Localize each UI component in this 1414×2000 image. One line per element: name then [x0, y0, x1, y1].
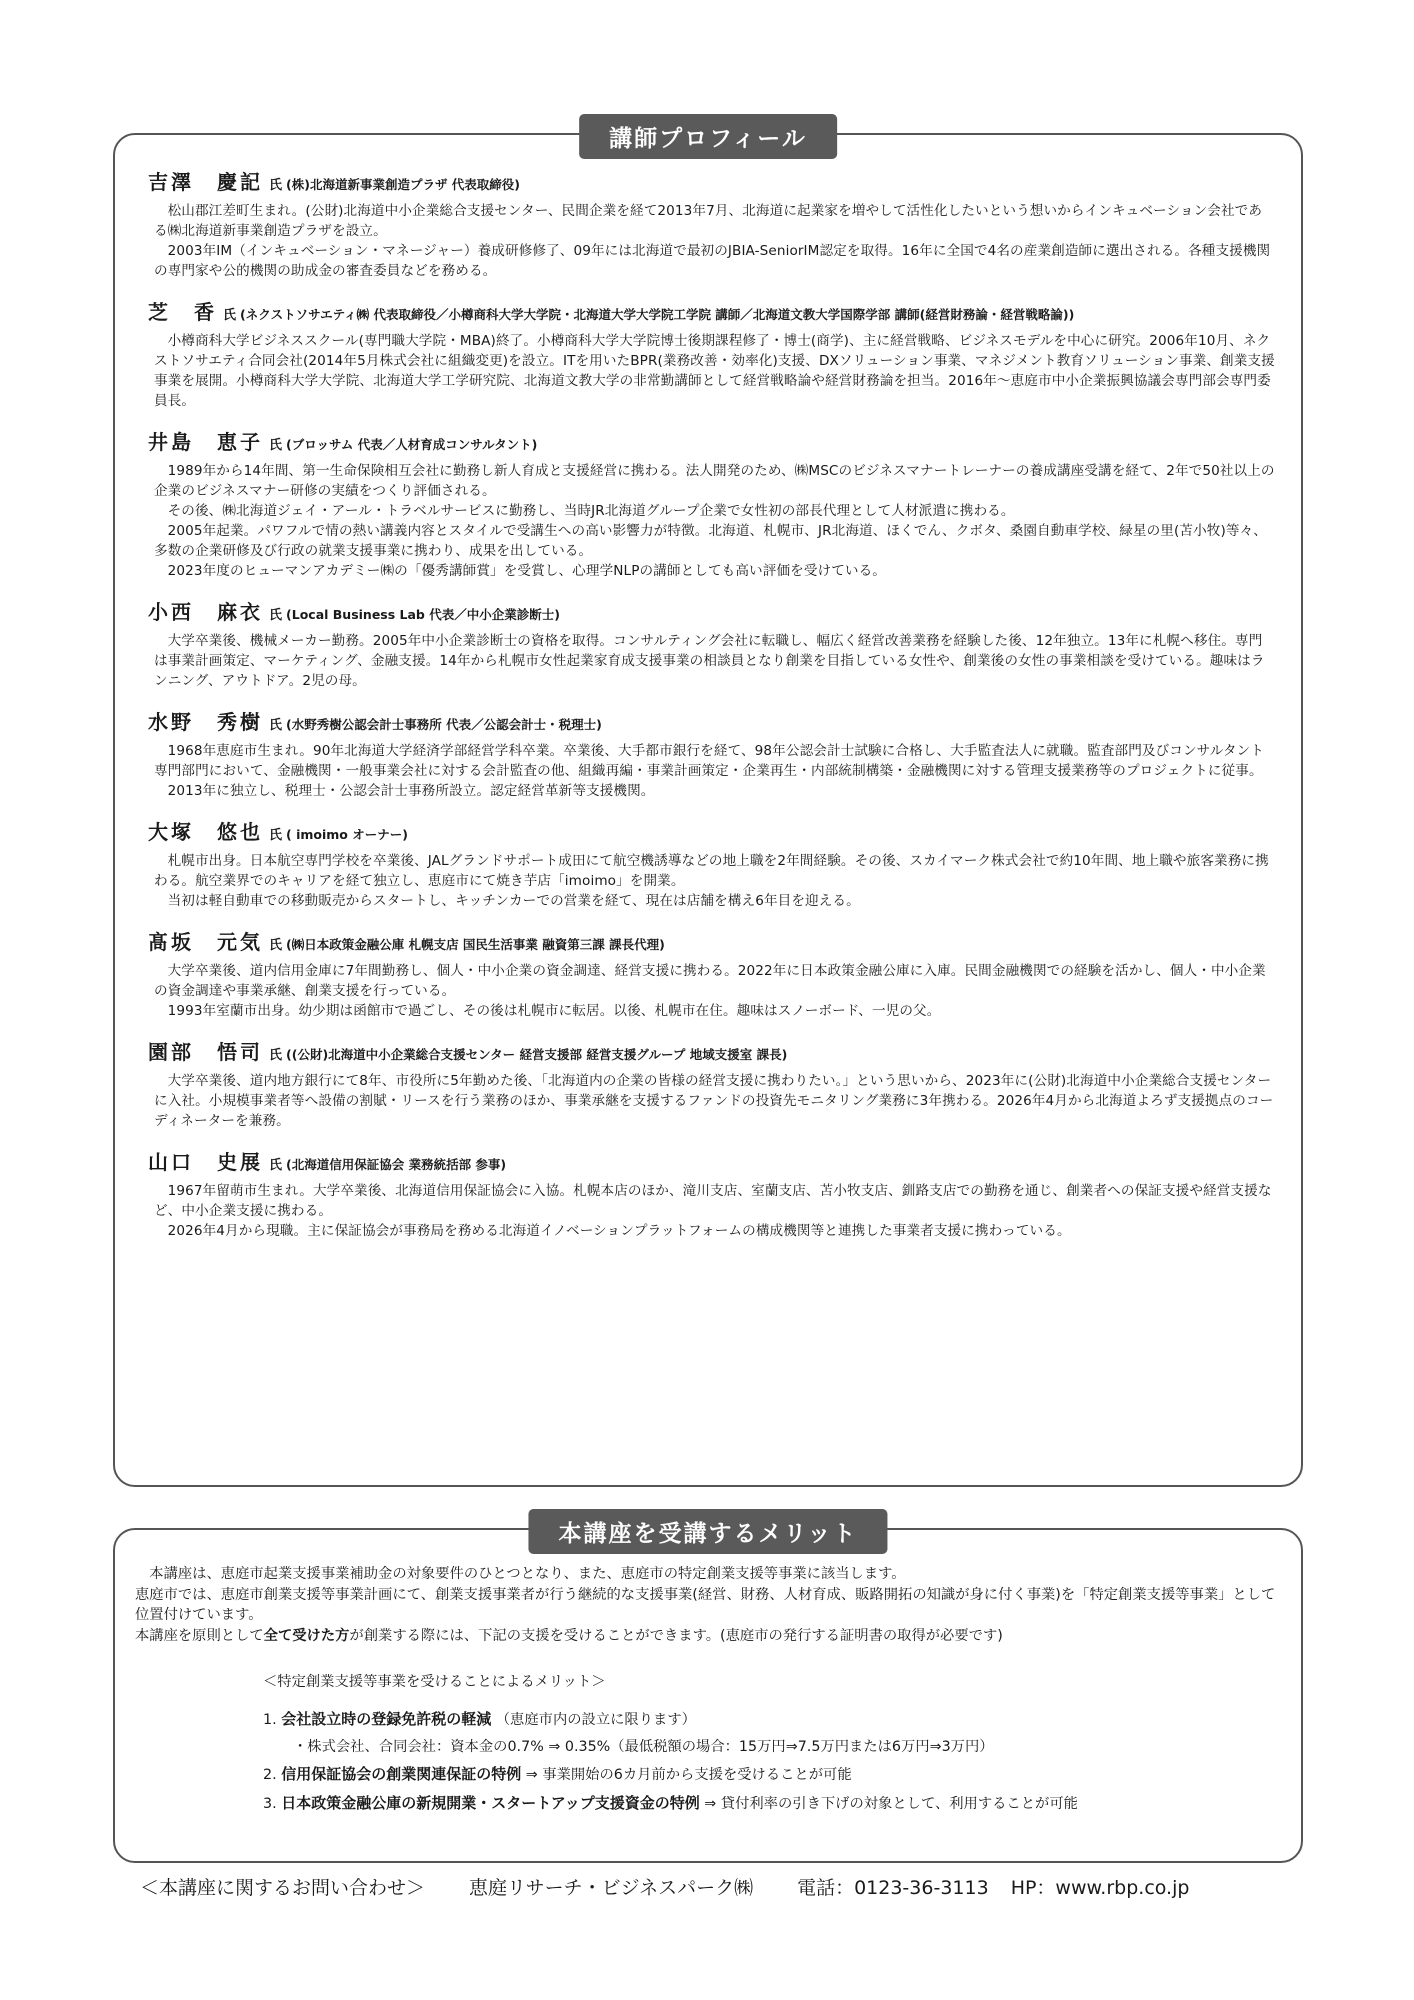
profile-bio-paragraph: 松山郡江差町生まれ。(公財)北海道中小企業総合支援センター、民間企業を経て2013年7月、北海道に起業家を増やして活性化したいという想いからインキュベーション会社である㈱北海道新事業創造プラザを設立。: [154, 203, 1263, 239]
profile-entry: [148, 707, 1275, 801]
merit-item-heading: 日本政策金融公庫の新規開業・スタートアップ支援資金の特例: [281, 1793, 700, 1812]
profile-role: (北海道信用保証協会 業務統括部 参事): [286, 1157, 507, 1172]
profile-header: [148, 167, 1275, 201]
merit-body: [135, 1564, 1281, 1820]
profile-name: 山口 史展: [148, 1150, 263, 1174]
merit-item: [263, 1707, 1281, 1732]
profile-entry: [148, 927, 1275, 1021]
merit-subtitle: ＜特定創業支援等事業を受けることによるメリット＞: [263, 1674, 606, 1690]
profile-honorific: 氏: [269, 938, 283, 953]
merit-item-detail: ・株式会社、合同会社：資本金の0.7% ⇒ 0.35%（最低税額の場合：15万円⇒7.5万円または6万円⇒3万円）: [293, 1738, 994, 1755]
profile-header: [148, 927, 1275, 961]
instructor-profiles-panel: [113, 126, 1303, 1487]
merit-item: [263, 1791, 1281, 1816]
profile-header: [148, 297, 1275, 331]
merit-items: [135, 1707, 1281, 1816]
profile-honorific: 氏: [269, 1048, 283, 1063]
merit-intro-3-pre: 本講座を原則として: [135, 1627, 264, 1644]
profile-header: [148, 427, 1275, 461]
profile-bio-paragraph: 2013年に独立し、税理士・公認会計士事務所設立。認定経営革新等支援機関。: [167, 783, 655, 799]
profile-entry: [148, 817, 1275, 911]
profile-role: (㈱日本政策金融公庫 札幌支店 国民生活事業 融資第三課 課長代理): [286, 937, 665, 952]
merit-intro-3-post: が創業する際には、下記の支援を受けることができます。(恵庭市の発行する証明書の取得が必要です): [349, 1627, 1003, 1644]
profile-honorific: 氏: [269, 1158, 283, 1173]
merit-item-number: 2.: [263, 1766, 277, 1783]
profile-bio-paragraph: 1968年恵庭市生まれ。90年北海道大学経済学部経営学科卒業。卒業後、大手都市銀行を経て、98年公認会計士試験に合格し、大手監査法人に就職。監査部門及びコンサルタント専門部門において、金融機関・一般事業会社に対する会計監査の他、組織再編・事業計画策定・企業再生・内部統制構築・金融機関に対する管理支援業務等のプロジェクトに従事。: [154, 743, 1264, 779]
merit-item-text: （恵庭市内の設立に限ります）: [495, 1711, 696, 1728]
profile-bio-paragraph: 1993年室蘭市出身。幼少期は函館市で過ごし、その後は札幌市に転居。以後、札幌市在住。趣味はスノーボード、一児の父。: [167, 1003, 941, 1019]
profile-role: ((公財)北海道中小企業総合支援センター 経営支援部 経営支援グループ 地域支援室 課長): [286, 1047, 788, 1062]
profile-bio-paragraph: 大学卒業後、道内信用金庫に7年間勤務し、個人・中小企業の資金調達、経営支援に携わる。2022年に日本政策金融公庫に入庫。民間金融機関での経験を活かし、個人・中小企業の資金調達や事業承継、創業支援を行っている。: [154, 963, 1266, 999]
merit-item-number: 1.: [263, 1711, 277, 1728]
merit-intro-1: 本講座は、恵庭市起業支援事業補助金の対象要件のひとつとなり、また、恵庭市の特定創業支援等事業に該当します。: [149, 1566, 906, 1582]
profile-role: ( imoimo オーナー): [286, 827, 408, 842]
profile-bio-paragraph: 2005年起業。パワフルで情の熱い講義内容とスタイルで受講生への高い影響力が特徴。北海道、札幌市、JR北海道、ほくでん、クボタ、桑園自動車学校、緑星の里(苫小牧)等々、多数の企業研修及び行政の就業支援事業に携わり、成果を出している。: [154, 523, 1267, 559]
profile-entry: [148, 1037, 1275, 1131]
profile-bio-paragraph: 2026年4月から現職。主に保証協会が事務局を務める北海道イノベーションプラットフォームの構成機関等と連携した事業者支援に携わっている。: [167, 1223, 1071, 1239]
profile-name: 芝 香: [148, 300, 217, 324]
merit-item-text: ⇒ 貸付利率の引き下げの対象として、利用することが可能: [704, 1795, 1078, 1812]
profile-role: (Local Business Lab 代表／中小企業診断士): [286, 607, 560, 622]
profile-bio-paragraph: 当初は軽自動車での移動販売からスタートし、キッチンカーでの営業を経て、現在は店舗を構え6年目を迎える。: [167, 893, 860, 909]
profile-honorific: 氏: [269, 608, 283, 623]
profile-bio-paragraph: 札幌市出身。日本航空専門学校を卒業後、JALグランドサポート成田にて航空機誘導などの地上職を2年間経験。その後、スカイマーク株式会社で約10年間、地上職や旅客業務に携わる。航空業界でのキャリアを経て独立し、恵庭市にて焼き芋店「imoimo」を開業。: [154, 853, 1269, 889]
profile-role: (ネクストソサエティ㈱ 代表取締役／小樽商科大学大学院・北海道大学大学院工学院 講師／北海道文教大学国際学部 講師(経営財務論・経営戦略論)): [240, 307, 1075, 322]
profile-honorific: 氏: [269, 178, 283, 193]
footer-hp: HP：www.rbp.co.jp: [1010, 1877, 1190, 1899]
profile-header: [148, 817, 1275, 851]
profile-bio-paragraph: 大学卒業後、道内地方銀行にて8年、市役所に5年勤めた後、「北海道内の企業の皆様の経営支援に携わりたい。」という思いから、2023年に(公財)北海道中小企業総合支援センターに入社。小規模事業者等へ設備の割賦・リースを行う業務のほか、事業承継を支援するファンドの投資先モニタリング業務に3年携わる。2026年4月から北海道よろず支援拠点のコーディネーターを兼務。: [154, 1073, 1274, 1129]
merit-item-heading: 会社設立時の登録免許税の軽減: [281, 1709, 492, 1728]
profile-bio-paragraph: 2023年度のヒューマンアカデミー㈱の「優秀講師賞」を受賞し、心理学NLPの講師としても高い評価を受けている。: [167, 563, 886, 579]
merit-intro-2: 恵庭市では、恵庭市創業支援等事業計画にて、創業支援事業者が行う継続的な支援事業(経営、財務、人材育成、販路開拓の知識が身に付く事業)を「特定創業支援等事業」として位置付けています。: [135, 1586, 1276, 1623]
footer-inquiry: ＜本講座に関するお問い合わせ＞: [140, 1877, 426, 1899]
profile-honorific: 氏: [223, 308, 237, 323]
profile-bio-paragraph: 大学卒業後、機械メーカー勤務。2005年中小企業診断士の資格を取得。コンサルティング会社に転職し、幅広く経営改善業務を経験した後、12年独立。13年に札幌へ移住。専門は事業計画策定、マーケティング、金融支援。14年から札幌市女性起業家育成支援事業の相談員となり創業を目指している女性や、創業後の女性の事業相談を受けている。趣味はランニング、アウトドア。2児の母。: [154, 633, 1265, 689]
profile-entry: [148, 167, 1275, 281]
profile-header: [148, 597, 1275, 631]
profile-role: (株)北海道新事業創造プラザ 代表取締役): [286, 177, 521, 192]
profile-bio-paragraph: 2003年IM（インキュベーション・マネージャー）養成研修修了、09年には北海道で最初のJBIA-SeniorIM認定を取得。16年に全国で4名の産業創造師に選出される。各種支援機関の専門家や公的機関の助成金の審査委員などを務める。: [154, 243, 1271, 279]
profile-name: 園部 悟司: [148, 1040, 263, 1064]
profile-header: [148, 1037, 1275, 1071]
footer: [140, 1873, 1189, 1900]
profile-bio-paragraph: 小樽商科大学ビジネススクール(専門職大学院・MBA)終了。小樽商科大学大学院博士後期課程修了・博士(商学)、主に経営戦略、ビジネスモデルを中心に研究。2006年10月、ネクストソサエティ合同会社(2014年5月株式会社に組織変更)を設立。ITを用いたBPR(業務改善・効率化)支援、DXソリューション事業、マネジメント教育ソリューション事業、創業支援事業を展開。小樽商科大学大学院、北海道大学工学研究院、北海道文教大学の非常勤講師として経営戦略論や経営財務論を担当。2016年〜恵庭市中小企業振興協議会専門部会専門委員長。: [154, 333, 1275, 409]
profile-entry: [148, 297, 1275, 411]
profile-entry: [148, 1147, 1275, 1241]
profile-name: 吉澤 慶記: [148, 170, 263, 194]
merit-intro-3: [135, 1626, 1281, 1647]
merit-item-heading: 信用保証協会の創業関連保証の特例: [281, 1764, 522, 1783]
merit-panel: [113, 1521, 1303, 1863]
merit-title: 本講座を受講するメリット: [528, 1509, 887, 1554]
profile-honorific: 氏: [269, 718, 283, 733]
profile-header: [148, 707, 1275, 741]
profile-entry: [148, 597, 1275, 691]
profile-bio-paragraph: その後、㈱北海道ジェイ・アール・トラベルサービスに勤務し、当時JR北海道グループ企業で女性初の部長代理として人材派遣に携わる。: [167, 503, 1015, 519]
merit-item-number: 3.: [263, 1795, 277, 1812]
merit-item: [263, 1762, 1281, 1787]
profile-name: 水野 秀樹: [148, 710, 263, 734]
merit-intro-3-bold: 全て受けた方: [263, 1627, 350, 1644]
footer-company: 恵庭リサーチ・ビジネスパーク㈱: [469, 1877, 754, 1899]
profile-role: (ブロッサム 代表／人材育成コンサルタント): [286, 437, 538, 452]
profile-name: 髙坂 元気: [148, 930, 263, 954]
footer-tel: 電話：0123-36-3113: [797, 1877, 989, 1899]
profile-name: 小西 麻衣: [148, 600, 263, 624]
profile-role: (水野秀樹公認会計士事務所 代表／公認会計士・税理士): [286, 717, 602, 732]
profile-bio-paragraph: 1967年留萌市生まれ。大学卒業後、北海道信用保証協会に入協。札幌本店のほか、滝川支店、室蘭支店、苫小牧支店、釧路支店での勤務を通じ、創業者への保証支援や経営支援など、中小企業支援に携わる。: [154, 1183, 1272, 1219]
profile-honorific: 氏: [269, 438, 283, 453]
profile-entry: [148, 427, 1275, 581]
profile-bio-paragraph: 1989年から14年間、第一生命保険相互会社に勤務し新人育成と支援経営に携わる。法人開発のため、㈱MSCのビジネスマナートレーナーの養成講座受講を経て、2年で50社以上の企業のビジネスマナー研修の実績をつくり評価される。: [154, 463, 1275, 499]
merit-item-text: ⇒ 事業開始の6カ月前から支援を受けることが可能: [525, 1766, 852, 1783]
profiles-list: [148, 167, 1275, 1257]
profile-header: [148, 1147, 1275, 1181]
profile-honorific: 氏: [269, 828, 283, 843]
profile-name: 大塚 悠也: [148, 820, 263, 844]
profiles-title: 講師プロフィール: [579, 114, 837, 159]
profile-name: 井島 恵子: [148, 430, 263, 454]
